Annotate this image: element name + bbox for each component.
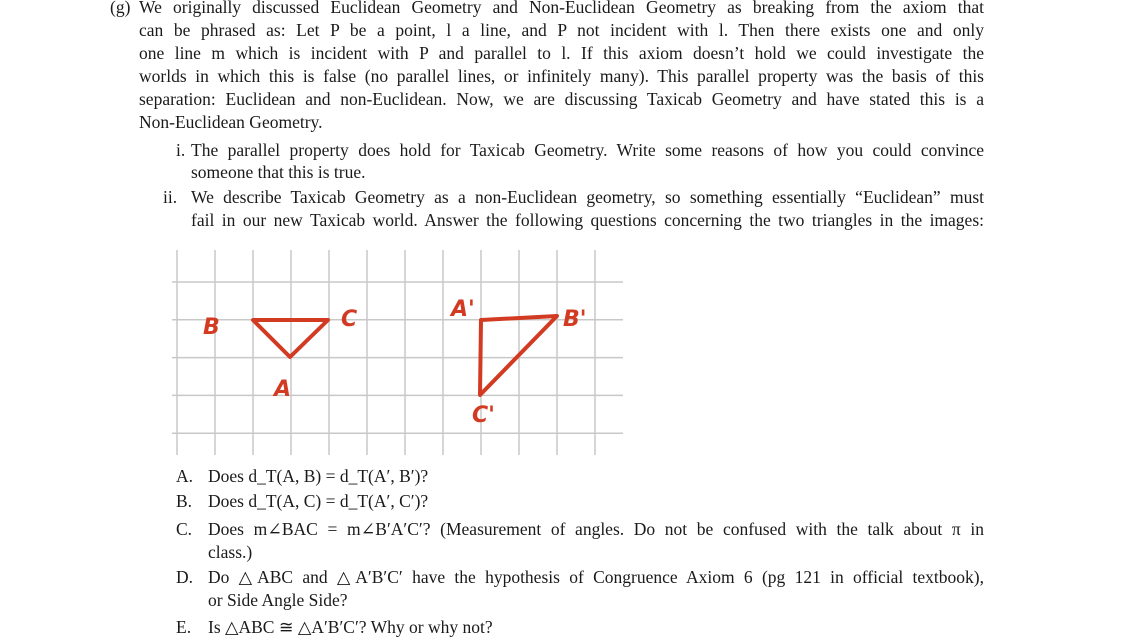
paragraph-line: one line m which is incident with P and parallel to l. If this axiom doesn’t hold we could investigate the (139, 43, 984, 63)
label-a-prime: A' (451, 297, 475, 322)
question-label: C. (176, 519, 193, 539)
label-a: A (274, 377, 292, 402)
paragraph-line: worlds in which this is false (no parallel lines, or infinitely many). This parallel property was the basis of this (139, 66, 984, 86)
item-line: fail in our new Taxicab world. Answer the following questions concerning the two triangles in the images: (191, 210, 984, 230)
paragraph-line: We originally discussed Euclidean Geometry and Non-Euclidean Geometry as breaking from the axiom that (139, 0, 984, 17)
paragraph-line: separation: Euclidean and non-Euclidean. Now, we are discussing Taxicab Geometry and have stated this is a (139, 89, 984, 109)
item-line: The parallel property does hold for Taxicab Geometry. Write some reasons of how you could convince (191, 140, 984, 160)
question-label: B. (176, 491, 193, 511)
label-c: C (341, 307, 358, 332)
question-text: or Side Angle Side? (208, 590, 348, 610)
item-i-label: i. (176, 140, 186, 160)
label-c-prime: C' (472, 403, 495, 428)
part-g-label: (g) (110, 0, 131, 17)
question-text: Is △ABC ≅ △A′B′C′? Why or why not? (208, 617, 493, 637)
item-line: We describe Taxicab Geometry as a non-Euclidean geometry, so something essentially “Euclidean” must (191, 187, 984, 207)
question-label: D. (176, 567, 194, 587)
question-text: Does d_T(A, B) = d_T(A′, B′)? (208, 466, 429, 486)
paragraph-line: Non-Euclidean Geometry. (139, 112, 323, 132)
question-label: A. (176, 466, 194, 486)
paragraph-line: can be phrased as: Let P be a point, l a line, and P not incident with l. Then there exists one and only (139, 20, 984, 40)
item-line: someone that this is true. (191, 162, 366, 182)
question-text: class.) (208, 542, 253, 562)
question-text: Does d_T(A, C) = d_T(A′, C′)? (208, 491, 429, 511)
label-b-prime: B' (563, 307, 587, 332)
item-ii-label: ii. (163, 187, 178, 207)
question-text: Does m∠BAC = m∠B′A′C′? (Measurement of angles. Do not be confused with the talk about π in (208, 519, 984, 539)
label-b: B (203, 315, 220, 340)
question-text: Do △ABC and △A′B′C′ have the hypothesis of Congruence Axiom 6 (pg 121 in official textbook), (208, 567, 984, 587)
question-label: E. (176, 617, 192, 637)
grid (172, 250, 623, 455)
